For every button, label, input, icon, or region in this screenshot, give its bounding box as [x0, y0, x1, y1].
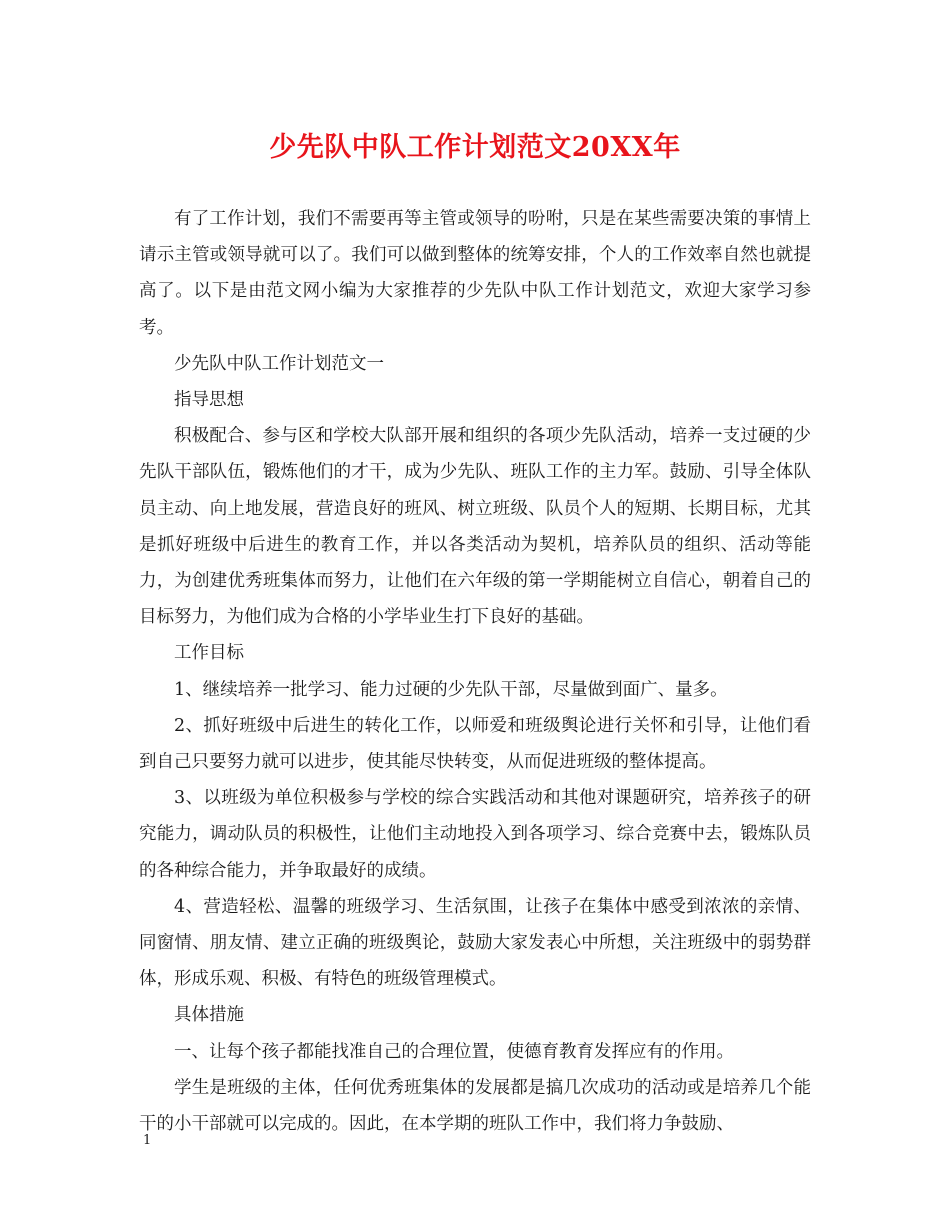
document-title: 少先队中队工作计划范文20XX年: [269, 132, 681, 163]
paragraph-goal-3: 3、以班级为单位积极参与学校的综合实践活动和其他对课题研究，培养孩子的研究能力，调动队员的积极性，让他们主动地投入到各项学习、综合竞赛中去，锻炼队员的各种综合能力，并争取最好的成绩。: [139, 788, 811, 881]
paragraph-measure-1-body: 学生是班级的主体，任何优秀班集体的发展都是搞几次成功的活动或是培养几个能干的小干部就可以完成的。因此，在本学期的班队工作中，我们将力争鼓励、: [139, 1077, 811, 1135]
paragraph-guiding-thought: 积极配合、参与区和学校大队部开展和组织的各项少先队活动，培养一支过硬的少先队干部队伍，锻炼他们的才干，成为少先队、班队工作的主力军。鼓励、引导全体队员主动、向上地发展，营造良好的班风、树立班级、队员个人的短期、长期目标，尤其是抓好班级中后进生的教育工作，并以各类活动为契机，培养队员的组织、活动等能力，为创建优秀班集体而努力，让他们在六年级的第一学期能树立自信心，朝着自己的目标努力，为他们成为合格的小学毕业生打下良好的基础。: [139, 426, 811, 628]
paragraph-heading-guiding-thought: 指导思想: [174, 390, 244, 411]
paragraph-measure-1: 一、让每个孩子都能找准自己的合理位置，使德育教育发挥应有的作用。: [174, 1041, 734, 1062]
paragraph-goal-2: 2、抓好班级中后进生的转化工作，以师爱和班级舆论进行关怀和引导，让他们看到自己只要努力就可以进步，使其能尽快转变，从而促进班级的整体提高。: [139, 715, 811, 773]
document-body: [139, 201, 811, 1142]
paragraph-goal-4: 4、营造轻松、温馨的班级学习、生活氛围，让孩子在集体中感受到浓浓的亲情、同窗情、朋友情、建立正确的班级舆论，鼓励大家发表心中所想，关注班级中的弱势群体，形成乐观、积极、有特色的班级管理模式。: [139, 896, 811, 990]
paragraph-section-heading: 少先队中队工作计划范文一: [174, 353, 384, 374]
page-number: 1: [143, 1133, 152, 1148]
paragraph-goal-1: 1、继续培养一批学习、能力过硬的少先队干部，尽量做到面广、量多。: [174, 679, 728, 700]
paragraph-heading-measures: 具体措施: [174, 1005, 244, 1026]
paragraph-intro: 有了工作计划，我们不需要再等主管或领导的吩咐，只是在某些需要决策的事情上请示主管或领导就可以了。我们可以做到整体的统筹安排，个人的工作效率自然也就提高了。以下是由范文网小编为大家推荐的少先队中队工作计划范文，欢迎大家学习参考。: [139, 209, 811, 338]
paragraph-heading-work-goals: 工作目标: [174, 643, 244, 664]
